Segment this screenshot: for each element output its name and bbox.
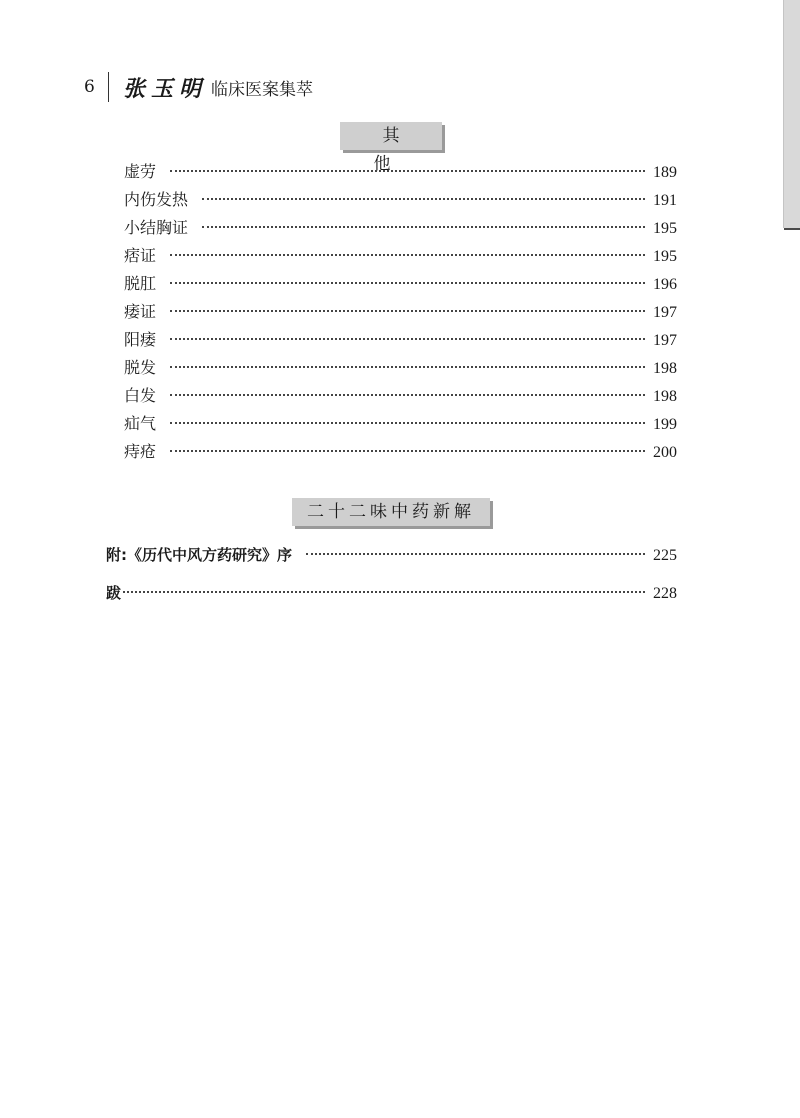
toc-entry-title: 痞证 — [124, 246, 157, 265]
toc-entry-title: 疝气 — [124, 414, 157, 433]
toc-entry[interactable] — [124, 439, 677, 467]
dot-leader — [170, 253, 645, 256]
section-heading-herbs: 二十二味中药新解 — [292, 498, 490, 526]
dot-leader — [170, 337, 645, 340]
dot-leader — [123, 590, 645, 593]
toc-entry-title: 痿证 — [124, 302, 157, 321]
dot-leader — [170, 449, 645, 452]
toc-entry-title: 阳痿 — [124, 330, 157, 349]
toc-entry-page: 195 — [653, 220, 677, 237]
header-divider — [108, 72, 109, 102]
appendix-entry-page: 228 — [653, 585, 677, 602]
page-header — [84, 72, 313, 102]
toc-entry-title: 虚劳 — [124, 162, 157, 181]
toc-entry-page: 197 — [653, 332, 677, 349]
scrollbar[interactable] — [783, 0, 800, 228]
book-title: 临床医案集萃 — [211, 79, 314, 100]
toc-entry-title: 内伤发热 — [124, 190, 189, 209]
dot-leader — [170, 421, 645, 424]
appendix-entry-page: 225 — [653, 547, 677, 564]
author-name: 张玉明 — [123, 75, 208, 102]
toc-entry-title: 痔疮 — [124, 442, 157, 461]
dot-leader — [202, 225, 645, 228]
appendix-entry-title: 附:《历代中风方药研究》序 — [106, 546, 292, 564]
toc-entry[interactable] — [124, 243, 677, 271]
toc-entry[interactable] — [124, 299, 677, 327]
toc-entry-page: 199 — [653, 416, 677, 433]
toc-entry[interactable] — [124, 383, 677, 411]
dot-leader — [170, 169, 645, 172]
toc-entry-title: 脱肛 — [124, 274, 157, 293]
dot-leader — [170, 365, 645, 368]
toc-entry[interactable] — [124, 355, 677, 383]
toc-entry-page: 196 — [653, 276, 677, 293]
toc-entry[interactable] — [124, 411, 677, 439]
dot-leader — [170, 281, 645, 284]
toc-entry-page: 189 — [653, 164, 677, 181]
toc-list — [124, 159, 677, 467]
toc-entry[interactable] — [124, 327, 677, 355]
toc-entry-page: 198 — [653, 360, 677, 377]
section-heading-other: 其 他 — [340, 122, 442, 150]
toc-entry-page: 195 — [653, 248, 677, 265]
toc-entry-page: 191 — [653, 192, 677, 209]
appendix-entry-preface[interactable] — [106, 544, 677, 572]
toc-entry-page: 197 — [653, 304, 677, 321]
toc-entry-page: 198 — [653, 388, 677, 405]
dot-leader — [170, 309, 645, 312]
toc-entry[interactable] — [124, 187, 677, 215]
appendix-entry-postscript[interactable] — [106, 582, 677, 610]
page-number: 6 — [84, 77, 95, 97]
scrollbar-thumb-edge — [784, 228, 800, 230]
dot-leader — [306, 552, 645, 555]
toc-entry-title: 白发 — [124, 386, 157, 405]
toc-entry[interactable] — [124, 159, 677, 187]
toc-entry[interactable] — [124, 215, 677, 243]
toc-entry-title: 脱发 — [124, 358, 157, 377]
toc-entry-page: 200 — [653, 444, 677, 461]
appendix-entry-title: 跋 — [106, 584, 122, 602]
toc-entry-title: 小结胸证 — [124, 218, 189, 237]
toc-entry[interactable] — [124, 271, 677, 299]
dot-leader — [202, 197, 645, 200]
dot-leader — [170, 393, 645, 396]
